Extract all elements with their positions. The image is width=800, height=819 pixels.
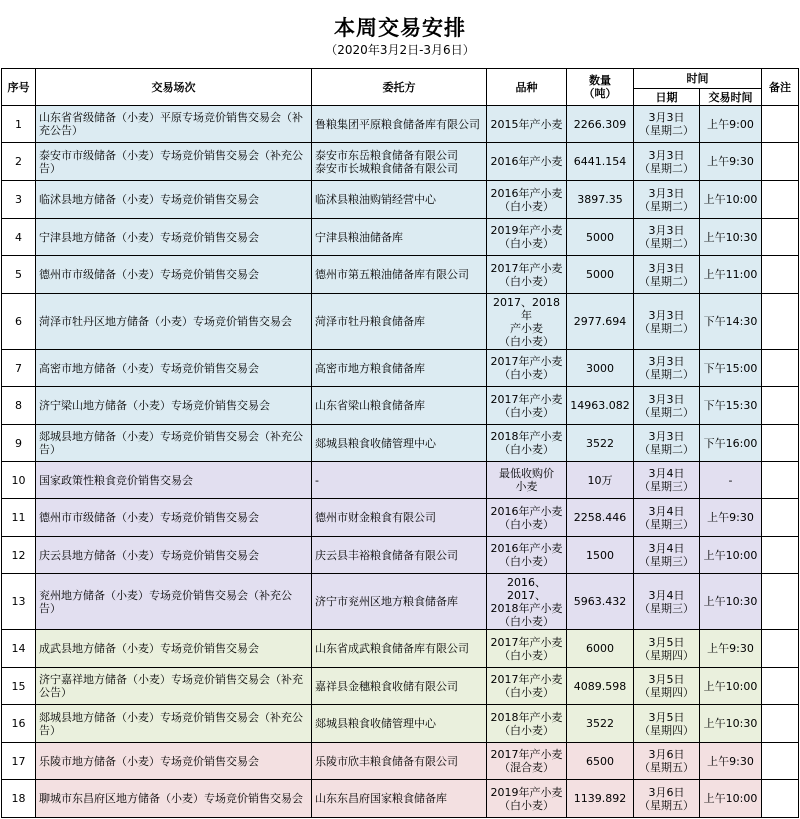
cell-session: 聊城市东昌府区地方储备（小麦）专场竞价销售交易会 xyxy=(36,780,312,818)
cell-client: 高密市地方粮食储备库 xyxy=(312,350,487,387)
cell-seq: 17 xyxy=(2,743,36,780)
cell-quantity: 3522 xyxy=(567,425,634,462)
cell-session: 兖州地方储备（小麦）专场竞价销售交易会（补充公告） xyxy=(36,574,312,630)
cell-trade-time: 上午9:30 xyxy=(700,743,762,780)
header-note: 备注 xyxy=(762,69,799,106)
cell-session: 泰安市市级储备（小麦）专场竞价销售交易会（补充公告） xyxy=(36,143,312,181)
schedule-table xyxy=(1,68,799,818)
cell-quantity: 10万 xyxy=(567,462,634,499)
cell-trade-time: 下午15:30 xyxy=(700,387,762,425)
cell-client: 德州市第五粮油储备库有限公司 xyxy=(312,256,487,294)
cell-variety: 2018年产小麦 （白小麦） xyxy=(487,425,567,462)
cell-trade-time: 上午10:00 xyxy=(700,537,762,574)
header-seq: 序号 xyxy=(2,69,36,106)
cell-seq: 13 xyxy=(2,574,36,630)
cell-quantity: 6500 xyxy=(567,743,634,780)
cell-session: 德州市市级储备（小麦）专场竞价销售交易会 xyxy=(36,499,312,537)
cell-note xyxy=(762,630,799,668)
page-title: 本周交易安排 xyxy=(334,16,466,40)
cell-quantity: 3897.35 xyxy=(567,181,634,219)
cell-session: 宁津县地方储备（小麦）专场竞价销售交易会 xyxy=(36,219,312,256)
cell-variety: 2017年产小麦 （白小麦） xyxy=(487,668,567,705)
cell-quantity: 3000 xyxy=(567,350,634,387)
cell-note xyxy=(762,425,799,462)
header-variety: 品种 xyxy=(487,69,567,106)
cell-date: 3月4日 （星期三） xyxy=(634,537,700,574)
cell-session: 济宁梁山地方储备（小麦）专场竞价销售交易会 xyxy=(36,387,312,425)
cell-date: 3月5日 （星期四） xyxy=(634,705,700,743)
cell-seq: 4 xyxy=(2,219,36,256)
cell-client: 济宁市兖州区地方粮食储备库 xyxy=(312,574,487,630)
cell-seq: 7 xyxy=(2,350,36,387)
cell-client: 山东东昌府国家粮食储备库 xyxy=(312,780,487,818)
cell-seq: 9 xyxy=(2,425,36,462)
table-body xyxy=(2,106,799,818)
cell-seq: 14 xyxy=(2,630,36,668)
cell-trade-time: 上午9:00 xyxy=(700,106,762,143)
cell-quantity: 1139.892 xyxy=(567,780,634,818)
cell-client: 宁津县粮油储备库 xyxy=(312,219,487,256)
cell-date: 3月4日 （星期三） xyxy=(634,574,700,630)
cell-client: 临沭县粮油购销经营中心 xyxy=(312,181,487,219)
cell-date: 3月3日 （星期二） xyxy=(634,294,700,350)
cell-note xyxy=(762,256,799,294)
cell-client: 鲁粮集团平原粮食储备库有限公司 xyxy=(312,106,487,143)
cell-variety: 2016、2017、 2018年产小麦 （白小麦） xyxy=(487,574,567,630)
header-quantity: 数量 （吨） xyxy=(567,69,634,106)
cell-variety: 最低收购价 小麦 xyxy=(487,462,567,499)
cell-note xyxy=(762,462,799,499)
cell-variety: 2017年产小麦 （白小麦） xyxy=(487,350,567,387)
cell-seq: 10 xyxy=(2,462,36,499)
cell-date: 3月5日 （星期四） xyxy=(634,668,700,705)
cell-date: 3月3日 （星期二） xyxy=(634,219,700,256)
cell-client: 郯城县粮食收储管理中心 xyxy=(312,705,487,743)
cell-seq: 2 xyxy=(2,143,36,181)
cell-note xyxy=(762,574,799,630)
cell-seq: 18 xyxy=(2,780,36,818)
cell-quantity: 2258.446 xyxy=(567,499,634,537)
cell-date: 3月3日 （星期二） xyxy=(634,106,700,143)
table-row xyxy=(2,181,799,219)
cell-trade-time: 下午15:00 xyxy=(700,350,762,387)
cell-note xyxy=(762,743,799,780)
cell-trade-time: 上午10:00 xyxy=(700,668,762,705)
cell-client: 菏泽市牡丹粮食储备库 xyxy=(312,294,487,350)
cell-quantity: 4089.598 xyxy=(567,668,634,705)
cell-trade-time: 下午16:00 xyxy=(700,425,762,462)
cell-variety: 2016年产小麦 （白小麦） xyxy=(487,537,567,574)
cell-variety: 2017年产小麦 （白小麦） xyxy=(487,387,567,425)
cell-trade-time: 上午11:00 xyxy=(700,256,762,294)
cell-session: 济宁嘉祥地方储备（小麦）专场竞价销售交易会（补充公告） xyxy=(36,668,312,705)
cell-session: 国家政策性粮食竞价销售交易会 xyxy=(36,462,312,499)
cell-session: 郯城县地方储备（小麦）专场竞价销售交易会（补充公告） xyxy=(36,705,312,743)
cell-note xyxy=(762,294,799,350)
cell-session: 菏泽市牡丹区地方储备（小麦）专场竞价销售交易会 xyxy=(36,294,312,350)
cell-date: 3月4日 （星期三） xyxy=(634,499,700,537)
cell-trade-time: 上午10:00 xyxy=(700,780,762,818)
cell-note xyxy=(762,537,799,574)
cell-note xyxy=(762,780,799,818)
cell-quantity: 6000 xyxy=(567,630,634,668)
cell-client: 山东省成武粮食储备库有限公司 xyxy=(312,630,487,668)
cell-note xyxy=(762,387,799,425)
cell-quantity: 2977.694 xyxy=(567,294,634,350)
cell-variety: 2015年产小麦 xyxy=(487,106,567,143)
cell-client: 泰安市东岳粮食储备有限公司 泰安市长城粮食储备有限公司 xyxy=(312,143,487,181)
cell-date: 3月3日 （星期二） xyxy=(634,181,700,219)
cell-session: 庆云县地方储备（小麦）专场竞价销售交易会 xyxy=(36,537,312,574)
table-row xyxy=(2,462,799,499)
table-row xyxy=(2,425,799,462)
cell-date: 3月3日 （星期二） xyxy=(634,256,700,294)
cell-session: 山东省省级储备（小麦）平原专场竞价销售交易会（补充公告） xyxy=(36,106,312,143)
cell-date: 3月6日 （星期五） xyxy=(634,780,700,818)
cell-seq: 3 xyxy=(2,181,36,219)
cell-date: 3月3日 （星期二） xyxy=(634,425,700,462)
page-subtitle: （2020年3月2日-3月6日） xyxy=(325,43,475,57)
cell-quantity: 14963.082 xyxy=(567,387,634,425)
cell-note xyxy=(762,106,799,143)
cell-variety: 2016年产小麦 （白小麦） xyxy=(487,499,567,537)
cell-date: 3月3日 （星期二） xyxy=(634,143,700,181)
cell-date: 3月3日 （星期二） xyxy=(634,387,700,425)
cell-trade-time: 上午10:30 xyxy=(700,574,762,630)
cell-variety: 2016年产小麦 xyxy=(487,143,567,181)
cell-variety: 2018年产小麦 （白小麦） xyxy=(487,705,567,743)
table-row xyxy=(2,780,799,818)
table-row xyxy=(2,219,799,256)
cell-seq: 11 xyxy=(2,499,36,537)
cell-client: 嘉祥县金穗粮食收储有限公司 xyxy=(312,668,487,705)
table-row xyxy=(2,499,799,537)
cell-seq: 16 xyxy=(2,705,36,743)
cell-trade-time: - xyxy=(700,462,762,499)
cell-trade-time: 上午10:30 xyxy=(700,219,762,256)
cell-note xyxy=(762,350,799,387)
cell-variety: 2019年产小麦 （白小麦） xyxy=(487,219,567,256)
table-row xyxy=(2,143,799,181)
cell-variety: 2017年产小麦 （混合麦） xyxy=(487,743,567,780)
cell-variety: 2016年产小麦 （白小麦） xyxy=(487,181,567,219)
cell-seq: 8 xyxy=(2,387,36,425)
table-row xyxy=(2,630,799,668)
cell-note xyxy=(762,143,799,181)
cell-session: 郯城县地方储备（小麦）专场竞价销售交易会（补充公告） xyxy=(36,425,312,462)
cell-session: 乐陵市地方储备（小麦）专场竞价销售交易会 xyxy=(36,743,312,780)
cell-session: 成武县地方储备（小麦）专场竞价销售交易会 xyxy=(36,630,312,668)
table-row xyxy=(2,705,799,743)
table-row xyxy=(2,294,799,350)
cell-trade-time: 上午9:30 xyxy=(700,499,762,537)
cell-client: 庆云县丰裕粮食储备有限公司 xyxy=(312,537,487,574)
cell-variety: 2017、2018年 产小麦 （白小麦） xyxy=(487,294,567,350)
cell-note xyxy=(762,499,799,537)
table-row xyxy=(2,574,799,630)
header-trade-time: 交易时间 xyxy=(700,89,762,106)
cell-session: 临沭县地方储备（小麦）专场竞价销售交易会 xyxy=(36,181,312,219)
cell-note xyxy=(762,705,799,743)
cell-client: 山东省梁山粮食储备库 xyxy=(312,387,487,425)
cell-quantity: 2266.309 xyxy=(567,106,634,143)
cell-quantity: 6441.154 xyxy=(567,143,634,181)
cell-seq: 12 xyxy=(2,537,36,574)
cell-date: 3月6日 （星期五） xyxy=(634,743,700,780)
cell-quantity: 1500 xyxy=(567,537,634,574)
cell-variety: 2017年产小麦 （白小麦） xyxy=(487,256,567,294)
cell-quantity: 3522 xyxy=(567,705,634,743)
cell-date: 3月5日 （星期四） xyxy=(634,630,700,668)
cell-quantity: 5000 xyxy=(567,256,634,294)
cell-seq: 1 xyxy=(2,106,36,143)
table-row xyxy=(2,387,799,425)
cell-variety: 2019年产小麦 （白小麦） xyxy=(487,780,567,818)
cell-trade-time: 上午10:00 xyxy=(700,181,762,219)
header-time-group: 时间 xyxy=(634,69,762,89)
cell-client: 郯城县粮食收储管理中心 xyxy=(312,425,487,462)
table-row xyxy=(2,256,799,294)
header-session: 交易场次 xyxy=(36,69,312,106)
cell-note xyxy=(762,181,799,219)
cell-date: 3月4日 （星期三） xyxy=(634,462,700,499)
cell-client: 德州市财金粮食有限公司 xyxy=(312,499,487,537)
header-date: 日期 xyxy=(634,89,700,106)
cell-seq: 5 xyxy=(2,256,36,294)
cell-note xyxy=(762,219,799,256)
cell-seq: 15 xyxy=(2,668,36,705)
table-row xyxy=(2,537,799,574)
cell-quantity: 5000 xyxy=(567,219,634,256)
cell-session: 德州市市级储备（小麦）专场竞价销售交易会 xyxy=(36,256,312,294)
cell-quantity: 5963.432 xyxy=(567,574,634,630)
table-row xyxy=(2,350,799,387)
cell-session: 高密市地方储备（小麦）专场竞价销售交易会 xyxy=(36,350,312,387)
cell-client: 乐陵市欣丰粮食储备有限公司 xyxy=(312,743,487,780)
cell-trade-time: 上午10:30 xyxy=(700,705,762,743)
header-client: 委托方 xyxy=(312,69,487,106)
cell-trade-time: 下午14:30 xyxy=(700,294,762,350)
cell-trade-time: 上午9:30 xyxy=(700,143,762,181)
cell-date: 3月3日 （星期二） xyxy=(634,350,700,387)
table-row xyxy=(2,106,799,143)
cell-trade-time: 上午9:30 xyxy=(700,630,762,668)
cell-seq: 6 xyxy=(2,294,36,350)
cell-note xyxy=(762,668,799,705)
table-row xyxy=(2,668,799,705)
table-row xyxy=(2,743,799,780)
cell-variety: 2017年产小麦 （白小麦） xyxy=(487,630,567,668)
cell-client: - xyxy=(312,462,487,499)
